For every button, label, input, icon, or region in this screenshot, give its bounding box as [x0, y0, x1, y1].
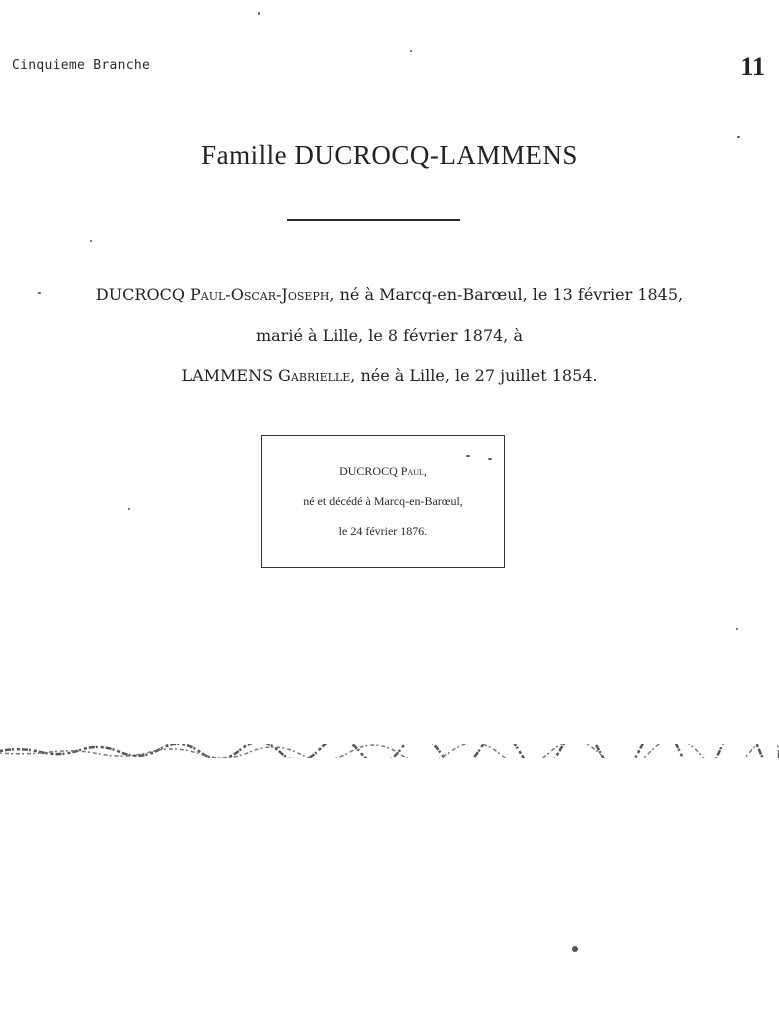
scan-speck [258, 12, 260, 15]
husband-name: DUCROCQ Paul-Oscar-Joseph, [95, 285, 335, 304]
scan-speck [572, 946, 578, 952]
wife-name: LAMMENS Gabrielle, [181, 366, 356, 385]
husband-birth: né à Marcq-en-Barœul, le 13 février 1845, [339, 285, 684, 304]
title-divider [287, 219, 460, 221]
entry-line-husband [0, 285, 779, 304]
entry-line-wife [0, 366, 779, 385]
scan-speck [737, 136, 740, 138]
child-birth-death-place: né et décédé à Marcq-en-Barœul, [303, 494, 463, 508]
page-number: 11 [740, 52, 765, 81]
child-name: DUCROCQ Paul, [339, 464, 427, 478]
scan-speck [90, 240, 92, 242]
scan-speck [466, 455, 470, 457]
section-label: Cinquieme Branche [12, 58, 151, 73]
scan-speck [38, 292, 41, 294]
scan-speck [736, 628, 738, 630]
entry-line-marriage: marié à Lille, le 8 février 1874, à [255, 326, 524, 345]
scan-speck [488, 458, 492, 460]
scanned-page-edge [0, 744, 779, 758]
scan-speck [410, 50, 412, 52]
family-title: Famille DUCROCQ-LAMMENS [201, 140, 578, 170]
child-date: le 24 février 1876. [338, 524, 428, 538]
scan-speck [128, 508, 130, 510]
wife-birth: née à Lille, le 27 juillet 1854. [360, 366, 598, 385]
